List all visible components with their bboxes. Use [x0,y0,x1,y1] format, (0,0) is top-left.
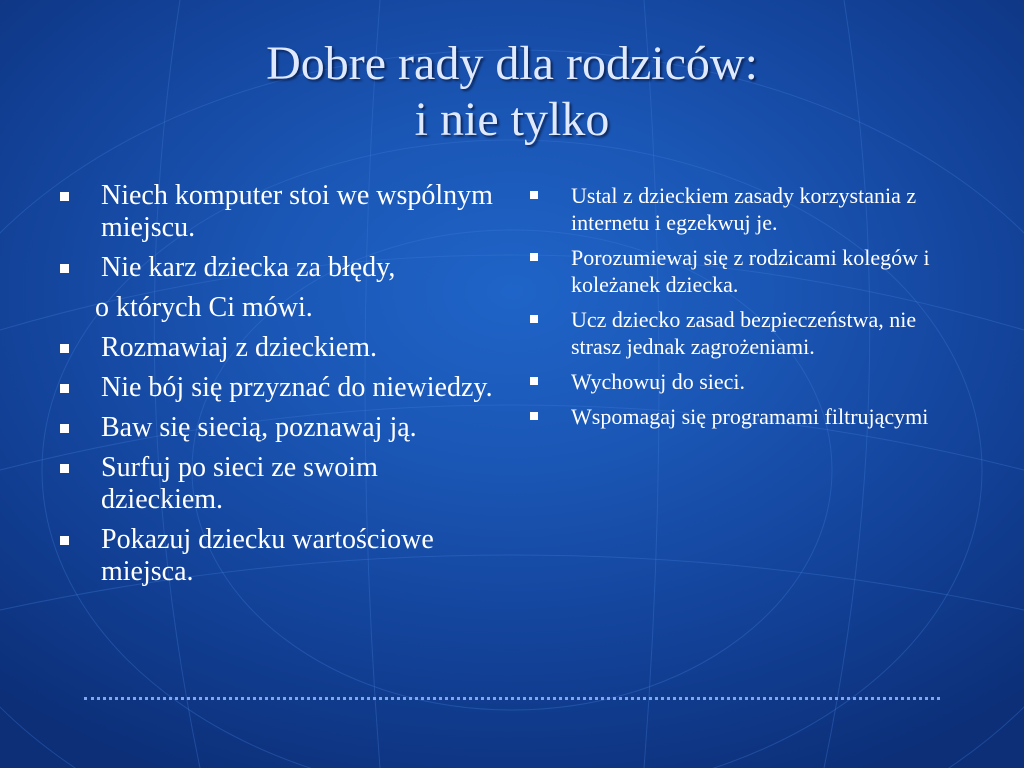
square-bullet-icon [530,377,538,385]
slide-title-line-2: i nie tylko [414,93,610,146]
list-item [60,524,500,588]
list-item-text: Wychowuj do sieci. [571,369,746,394]
list-item [60,412,500,444]
square-bullet-icon [60,264,69,273]
list-item-text: o których Ci mówi. [95,292,313,323]
list-item [60,372,500,404]
square-bullet-icon [60,384,69,393]
list-item-text: Surfuj po sieci ze swoim dzieckiem. [101,452,378,515]
square-bullet-icon [530,253,538,261]
list-item-text: Rozmawiaj z dzieckiem. [101,332,377,363]
list-item-text: Pokazuj dziecku wartościowe miejsca. [101,524,434,587]
square-bullet-icon [60,536,69,545]
square-bullet-icon [530,412,538,420]
left-tips-list [60,180,500,596]
square-bullet-icon [530,315,538,323]
list-item-text: Nie karz dziecka za błędy, [101,252,396,283]
dotted-divider [84,697,940,700]
square-bullet-icon [60,464,69,473]
list-item-text: Ucz dziecko zasad bezpieczeństwa, nie strasz jednak zagrożeniami. [571,307,917,359]
list-item-text: Nie bój się przyznać do niewiedzy. [101,372,493,403]
list-item-text: Ustal z dzieckiem zasady korzystania z internetu i egzekwuj je. [571,183,917,235]
slide-title [0,36,1024,148]
list-item-text: Porozumiewaj się z rodzicami kolegów i koleżanek dziecka. [571,245,930,297]
list-item-continuation [60,292,500,324]
list-item [530,368,970,395]
square-bullet-icon [60,424,69,433]
list-item [60,332,500,364]
list-item-text: Baw się siecią, poznawaj ją. [101,412,417,443]
list-item [530,403,970,430]
list-item [530,306,970,360]
list-item [60,452,500,516]
list-item-text: Niech komputer stoi we wspólnym miejscu. [101,180,493,243]
right-tips-list [530,182,970,438]
list-item [60,180,500,244]
list-item [530,244,970,298]
list-item [530,182,970,236]
square-bullet-icon [60,344,69,353]
list-item-text: Wspomagaj się programami filtrującymi [571,404,929,429]
slide-title-line-1: Dobre rady dla rodziców: [266,37,758,90]
list-item [60,252,500,284]
square-bullet-icon [60,192,69,201]
square-bullet-icon [530,191,538,199]
